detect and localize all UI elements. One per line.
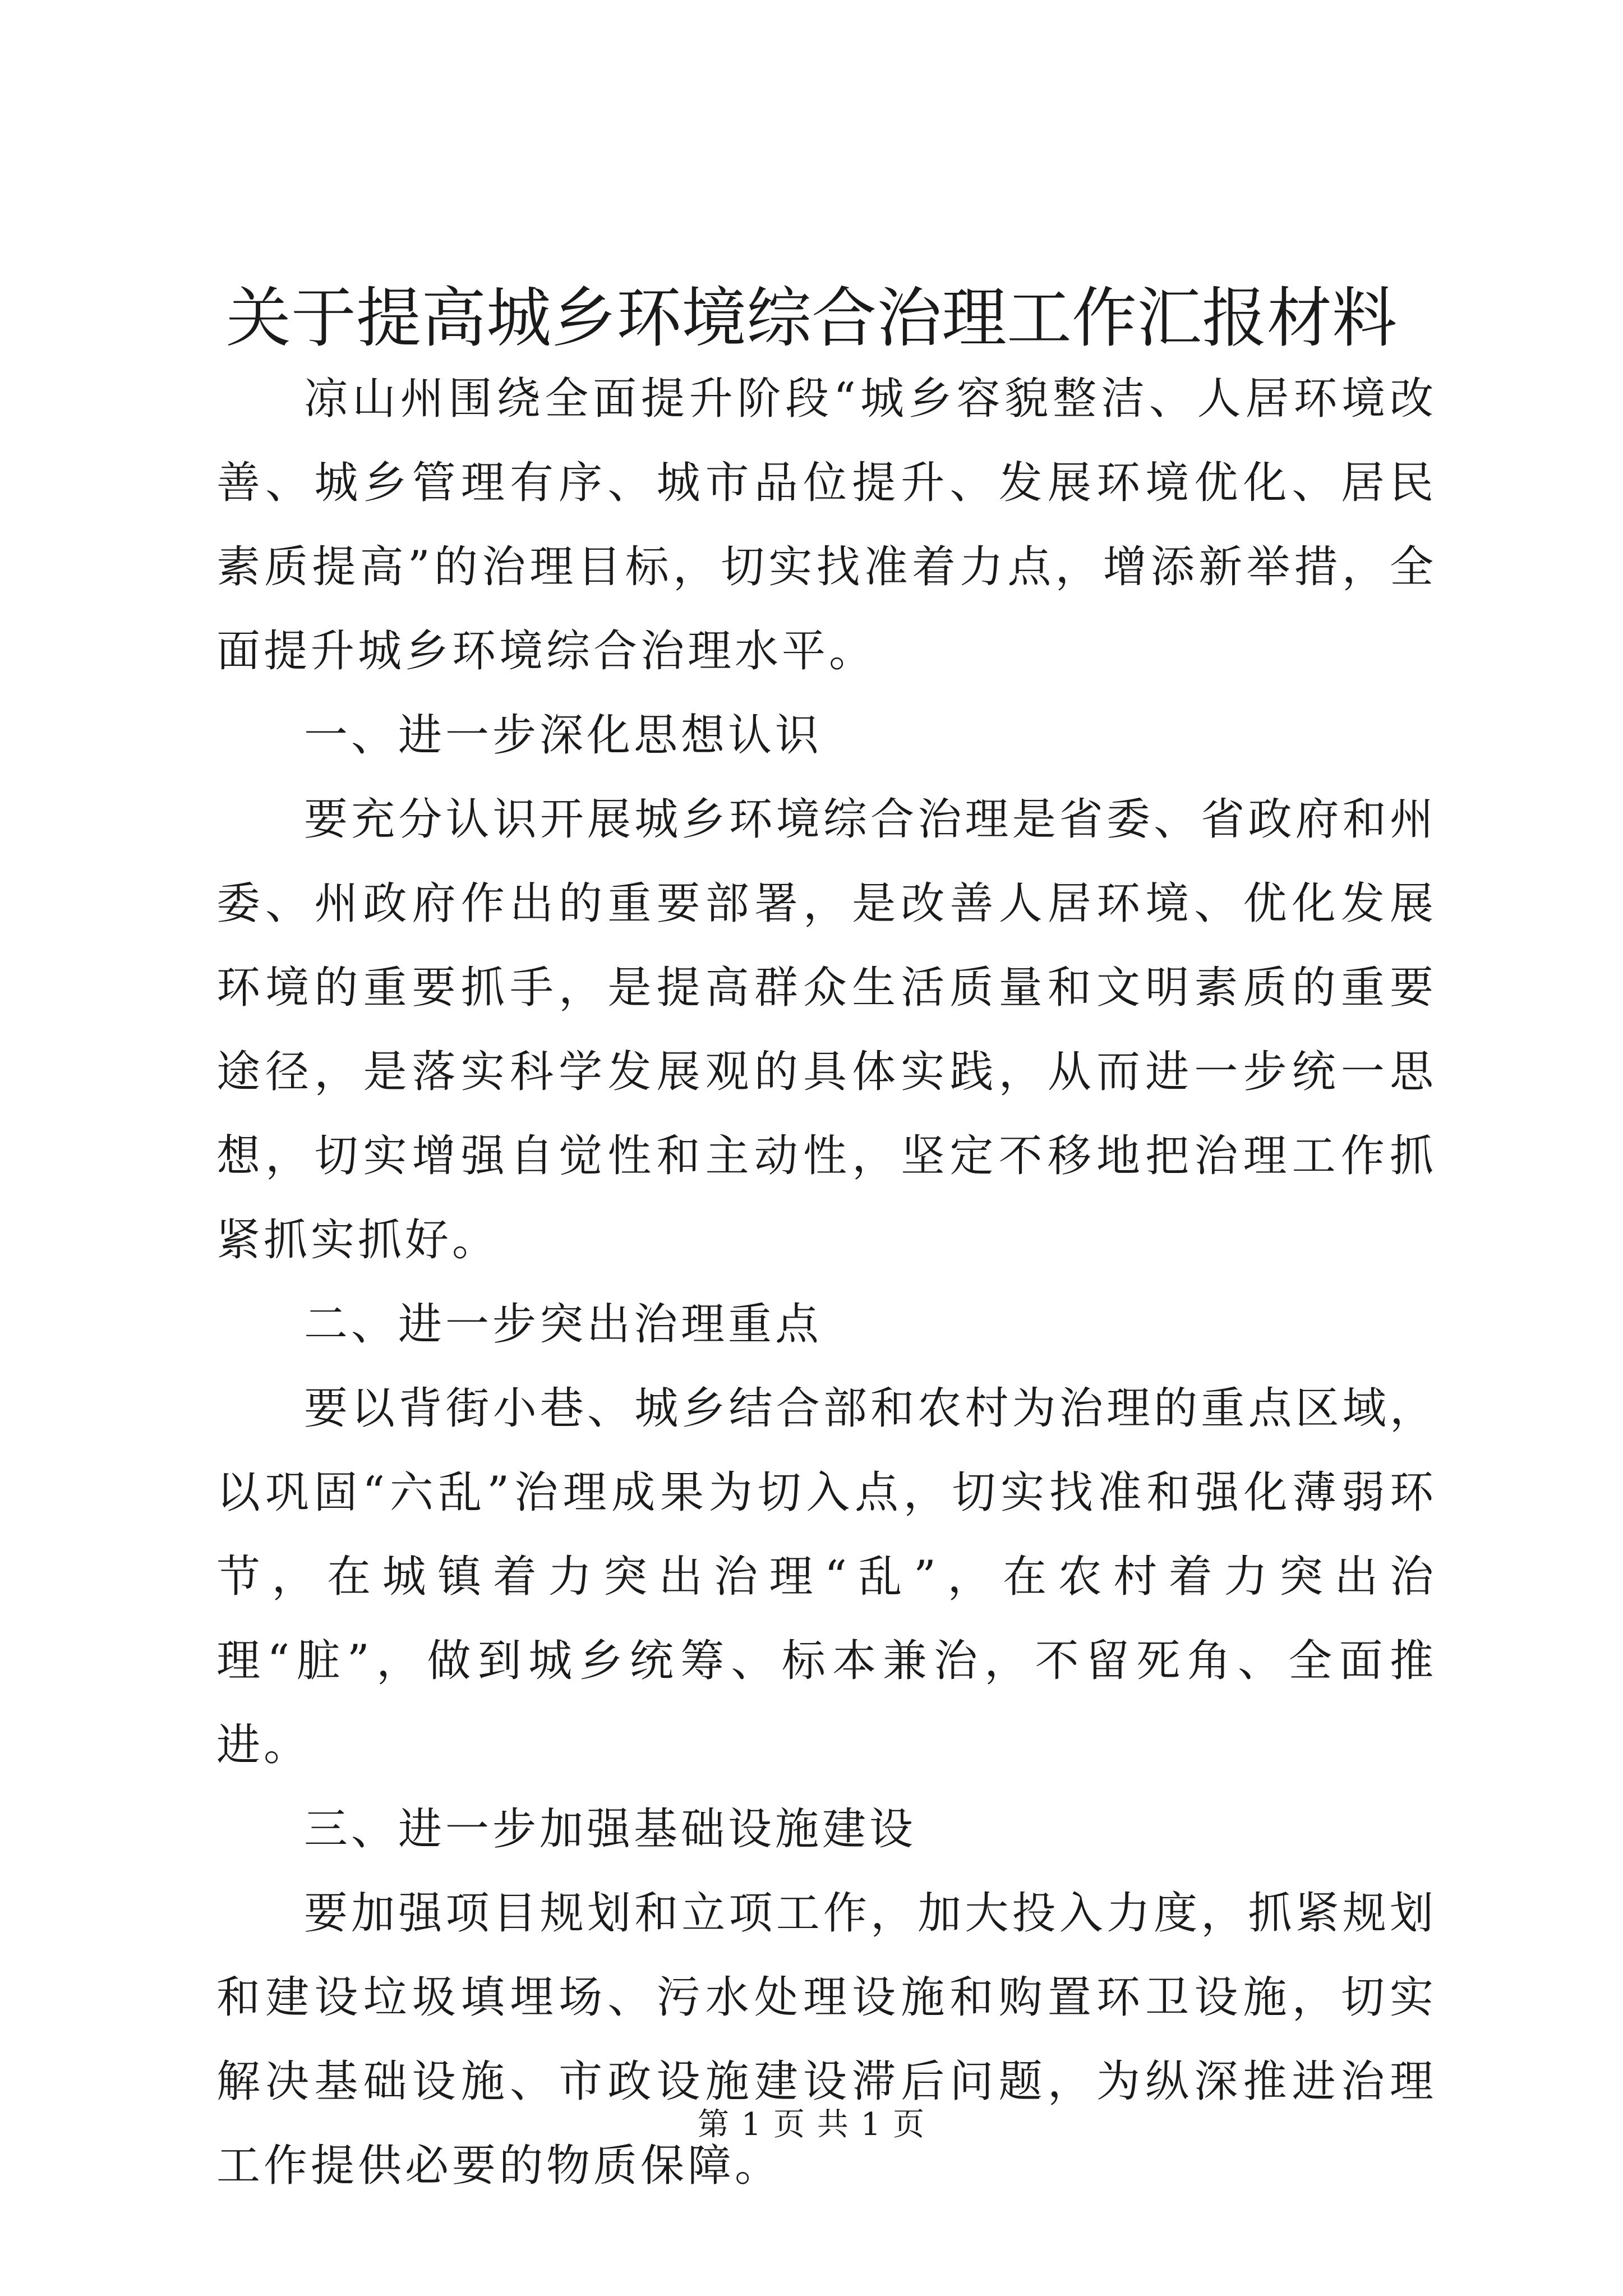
section-heading-1: 一、进一步深化思想认识 xyxy=(304,710,823,761)
document-body xyxy=(216,357,1437,2208)
section-paragraph-2: 要以背街小巷、城乡结合部和农村为治理的重点区域，以巩固“六乱”治理成果为切入点，切实找准和强化薄弱环节，在城镇着力突出治理“乱”，在农村着力突出治理“脏”，做到城乡统筹、标本兼治，不留死角、全面推进。 xyxy=(216,1383,1437,1770)
section-heading-2: 二、进一步突出治理重点 xyxy=(304,1299,823,1350)
page-footer: 第 1 页 共 1 页 xyxy=(697,2106,926,2143)
intro-paragraph: 凉山州围绕全面提升阶段“城乡容貌整洁、人居环境改善、城乡管理有序、城市品位提升、发展环境优化、居民素质提高”的治理目标，切实找准着力点，增添新举措，全面提升城乡环境综合治理水平。 xyxy=(216,374,1437,677)
section-heading-3: 三、进一步加强基础设施建设 xyxy=(304,1804,917,1855)
section-paragraph-1: 要充分认识开展城乡环境综合治理是省委、省政府和州委、州政府作出的重要部署，是改善人居环境、优化发展环境的重要抓手，是提高群众生活质量和文明素质的重要途径，是落实科学发展观的具体实践，从而进一步统一思想，切实增强自觉性和主动性，坚定不移地把治理工作抓紧抓实抓好。 xyxy=(216,794,1437,1266)
document-title: 关于提高城乡环境综合治理工作汇报材料 xyxy=(226,280,1397,356)
section-paragraph-3: 要加强项目规划和立项工作，加大投入力度，抓紧规划和建设垃圾填埋场、污水处理设施和购置环卫设施，切实解决基础设施、市政设施建设滞后问题，为纵深推进治理工作提供必要的物质保障。 xyxy=(216,1888,1437,2191)
